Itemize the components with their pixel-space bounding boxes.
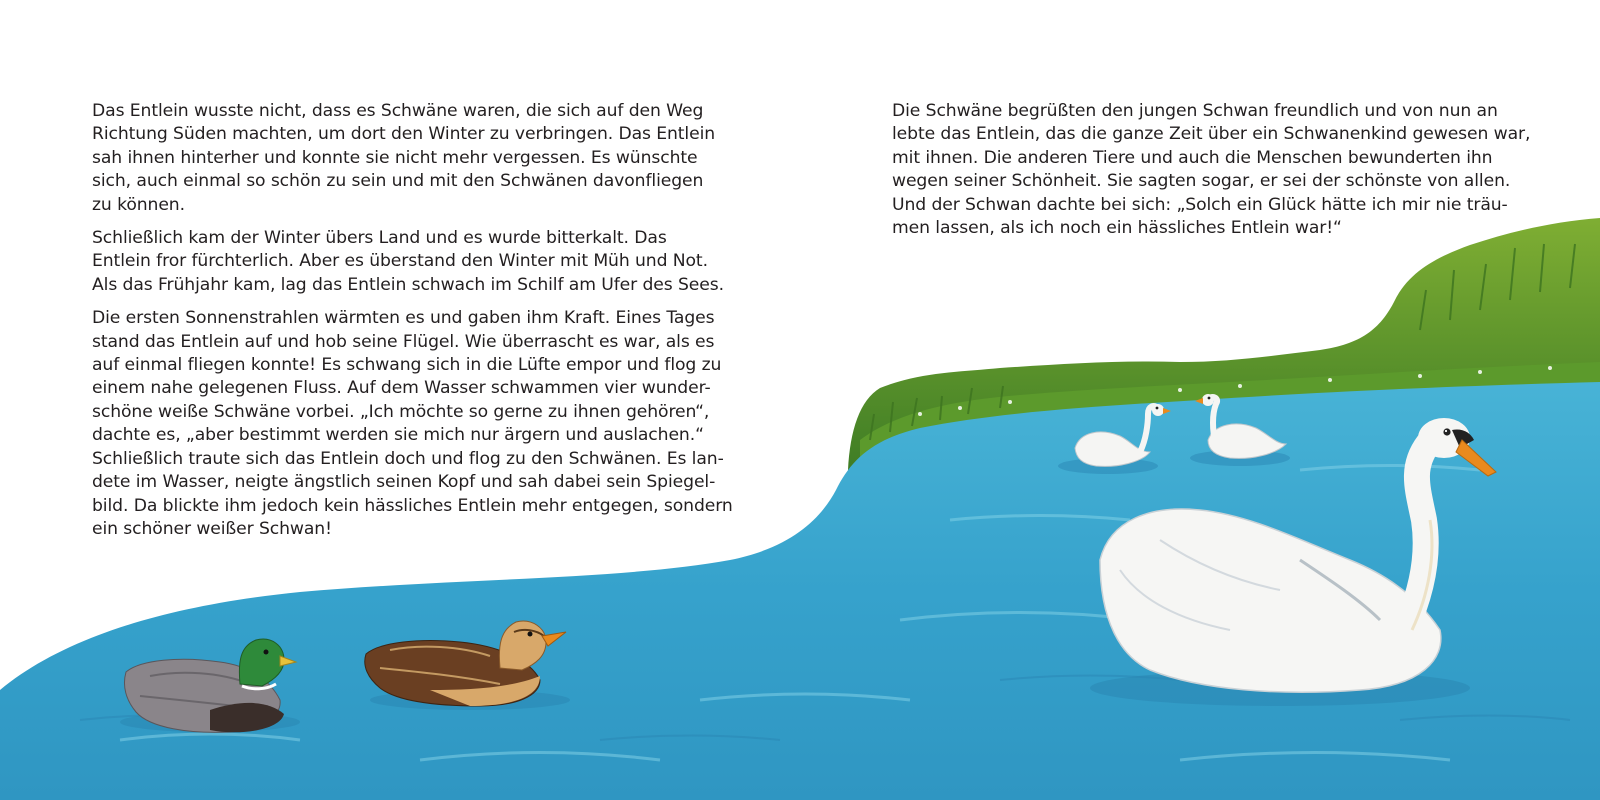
text-line: ein schöner weißer Schwan! — [92, 518, 332, 539]
paragraph — [892, 100, 1532, 240]
paragraph — [92, 100, 732, 217]
text-line: Schließlich kam der Winter übers Land und es wurde bitterkalt. Das — [92, 228, 667, 249]
text-line: Als das Frühjahr kam, lag das Entlein schwach im Schilf am Ufer des Sees. — [92, 274, 724, 295]
left-page-text — [92, 100, 732, 551]
text-line: lebte das Entlein, das die ganze Zeit über ein Schwanenkind gewesen war, — [892, 124, 1531, 145]
text-line: mit ihnen. Die anderen Tiere und auch die Menschen bewunderten ihn — [892, 147, 1493, 168]
text-line: Und der Schwan dachte bei sich: „Solch ein Glück hätte ich mir nie träu- — [892, 194, 1508, 215]
text-line: dete im Wasser, neigte ängstlich seinen Kopf und sah dabei sein Spiegel- — [92, 472, 716, 493]
text-line: Das Entlein wusste nicht, dass es Schwäne waren, die sich auf den Weg — [92, 101, 704, 121]
paragraph — [92, 307, 732, 541]
text-line: wegen seiner Schönheit. Sie sagten sogar, er sei der schönste von allen. — [892, 171, 1511, 192]
paragraph — [92, 227, 732, 297]
text-line: auf einmal fliegen konnte! Es schwang sich in die Lüfte empor und flog zu — [92, 355, 722, 376]
text-line: einem nahe gelegenen Fluss. Auf dem Wasser schwammen vier wunder- — [92, 378, 711, 399]
text-line: schöne weiße Schwäne vorbei. „Ich möchte so gerne zu ihnen gehören“, — [92, 401, 710, 422]
text-line: zu können. — [92, 194, 185, 215]
text-line: sich, auch einmal so schön zu sein und mit den Schwänen davonfliegen — [92, 171, 704, 192]
text-line: Entlein fror fürchterlich. Aber es überstand den Winter mit Müh und Not. — [92, 251, 708, 272]
text-line: dachte es, „aber bestimmt werden sie mich nur ärgern und auslachen.“ — [92, 425, 704, 446]
text-line: Schließlich traute sich das Entlein doch und flog zu den Schwänen. Es lan- — [92, 448, 724, 469]
text-line: Die Schwäne begrüßten den jungen Schwan freundlich und von nun an — [892, 101, 1498, 121]
text-line: stand das Entlein auf und hob seine Flügel. Wie überrascht es war, als es — [92, 331, 715, 352]
right-page-text — [892, 100, 1532, 250]
text-line: men lassen, als ich noch ein hässliches Entlein war!“ — [892, 218, 1342, 239]
text-line: bild. Da blickte ihm jedoch kein hässliches Entlein mehr entgegen, sondern — [92, 495, 733, 516]
text-line: Richtung Süden machten, um dort den Winter zu verbringen. Das Entlein — [92, 124, 716, 145]
text-line: Die ersten Sonnenstrahlen wärmten es und gaben ihm Kraft. Eines Tages — [92, 308, 715, 329]
text-line: sah ihnen hinterher und konnte sie nicht mehr vergessen. Es wünschte — [92, 147, 698, 168]
